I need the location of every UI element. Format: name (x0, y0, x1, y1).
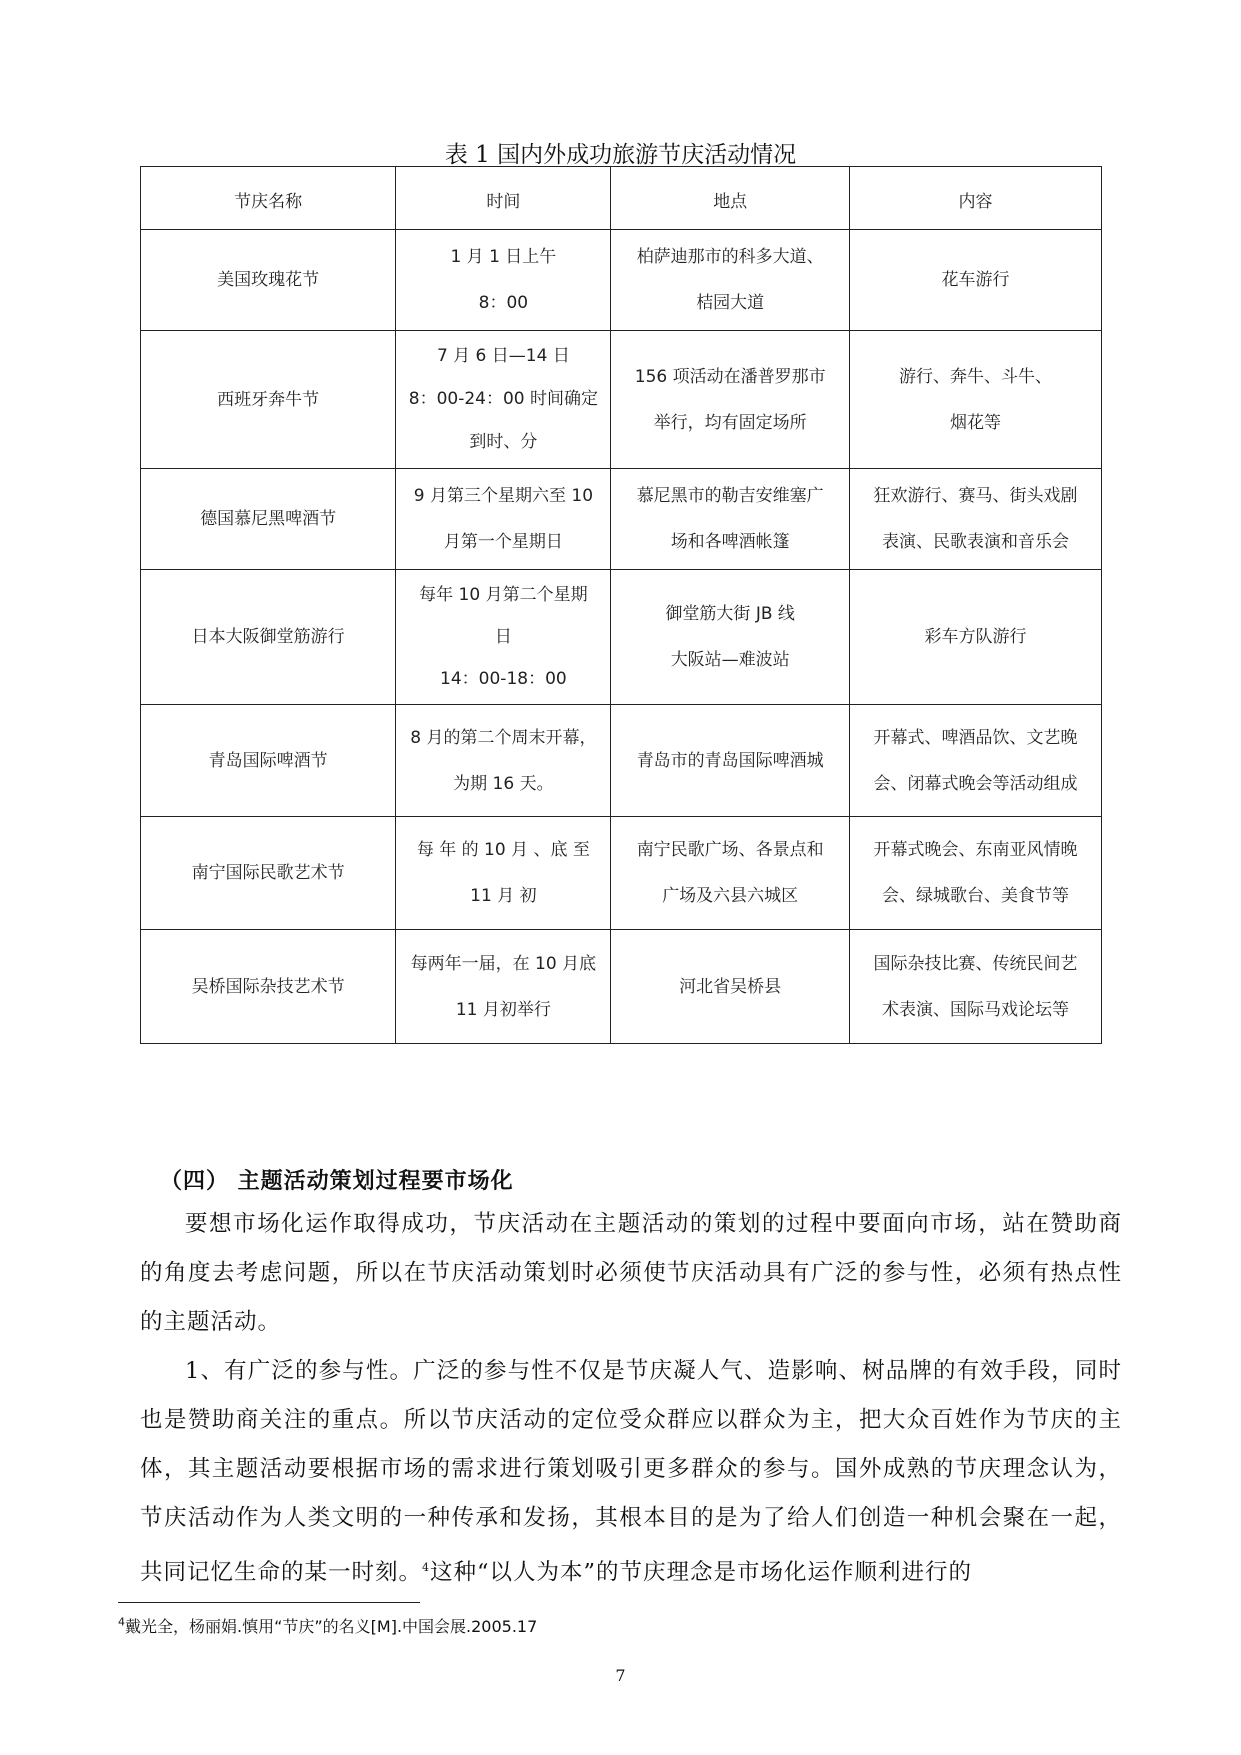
table-header-row (141, 167, 1102, 230)
festival-content: 国际杂技比赛、传统民间艺 术表演、国际马戏论坛等 (849, 930, 1101, 1044)
festival-content: 彩车方队游行 (849, 570, 1101, 705)
festival-time: 每两年一届，在 10 月底 11 月初举行 (396, 930, 611, 1044)
paragraph: 1、有广泛的参与性。广泛的参与性不仅是节庆凝人气、造影响、树品牌的有效手段，同时也是赞助商关注的重点。所以节庆活动的定位受众群应以群众为主，把大众百姓作为节庆的主体，其主题活动要根据市场的需求进行策划吸引更多群众的参与。国外成熟的节庆理念认为，节庆活动作为人类文明的一种传承和发扬，其根本目的是为了给人们创造一种机会聚在一起，共同记忆生命的某一时刻。$^4$这种“以人为本”的节庆理念是市场化运作顺利进行的 (140, 1358, 1122, 1586)
festival-time: 8 月的第二个周末开幕， 为期 16 天。 (396, 705, 611, 817)
festival-content: 开幕式晚会、东南亚风情晚 会、绿城歌台、美食节等 (849, 817, 1101, 930)
festival-time: 7 月 6 日—14 日 8：00-24：00 时间确定 到时、分 (396, 331, 611, 469)
page-number: 7 (615, 1666, 626, 1685)
festival-name: 南宁国际民歌艺术节 (141, 817, 396, 930)
table-row (141, 230, 1102, 331)
header-place: 地点 (611, 167, 850, 230)
festival-place: 156 项活动在潘普罗那市 举行，均有固定场所 (611, 331, 850, 469)
festival-name: 美国玫瑰花节 (141, 230, 396, 331)
footnote-ref[interactable]: 4 (422, 1561, 431, 1574)
header-name: 节庆名称 (141, 167, 396, 230)
festival-name: 日本大阪御堂筋游行 (141, 570, 396, 705)
festival-place: 青岛市的青岛国际啤酒城 (611, 705, 850, 817)
footnote-text: 戴光全，杨丽娟.慎用“节庆”的名义[M].中国会展.2005.17 (125, 1617, 538, 1636)
table-row (141, 331, 1102, 469)
festival-content: 狂欢游行、赛马、街头戏剧 表演、民歌表演和音乐会 (849, 469, 1101, 570)
header-time: 时间 (396, 167, 611, 230)
festival-place: 御堂筋大街 JB 线 大阪站—难波站 (611, 570, 850, 705)
festival-name: 德国慕尼黑啤酒节 (141, 469, 396, 570)
footnote-divider (118, 1602, 420, 1603)
festival-time: 1 月 1 日上午 8：00 (396, 230, 611, 331)
festival-table (140, 166, 1102, 1044)
festival-place: 柏萨迪那市的科多大道、 桔园大道 (611, 230, 850, 331)
section-heading: （四） 主题活动策划过程要市场化 (160, 1169, 514, 1194)
festival-place: 慕尼黑市的勒吉安维塞广 场和各啤酒帐篷 (611, 469, 850, 570)
footnote-number: 4 (118, 1615, 125, 1629)
table-row (141, 570, 1102, 705)
festival-content: 游行、奔牛、斗牛、 烟花等 (849, 331, 1101, 469)
header-content: 内容 (849, 167, 1101, 230)
table-caption: 表 1 国内外成功旅游节庆活动情况 (444, 142, 797, 168)
paragraph: 要想市场化运作取得成功，节庆活动在主题活动的策划的过程中要面向市场，站在赞助商的角度去考虑问题，所以在节庆活动策划时必须使节庆活动具有广泛的参与性，必须有热点性的主题活动。 (140, 1211, 1122, 1335)
table-row (141, 930, 1102, 1044)
festival-time: 每年 10 月第二个星期 日 14：00-18：00 (396, 570, 611, 705)
table-row (141, 705, 1102, 817)
table-row (141, 817, 1102, 930)
festival-time: 每 年 的 10 月 、底 至 11 月 初 (396, 817, 611, 930)
festival-time: 9 月第三个星期六至 10 月第一个星期日 (396, 469, 611, 570)
festival-place: 河北省吴桥县 (611, 930, 850, 1044)
festival-name: 吴桥国际杂技艺术节 (141, 930, 396, 1044)
festival-content: 花车游行 (849, 230, 1101, 331)
footnote (118, 1614, 537, 1637)
festival-name: 西班牙奔牛节 (141, 331, 396, 469)
festival-name: 青岛国际啤酒节 (141, 705, 396, 817)
table-row (141, 469, 1102, 570)
festival-content: 开幕式、啤酒品饮、文艺晚 会、闭幕式晚会等活动组成 (849, 705, 1101, 817)
festival-place: 南宁民歌广场、各景点和 广场及六县六城区 (611, 817, 850, 930)
